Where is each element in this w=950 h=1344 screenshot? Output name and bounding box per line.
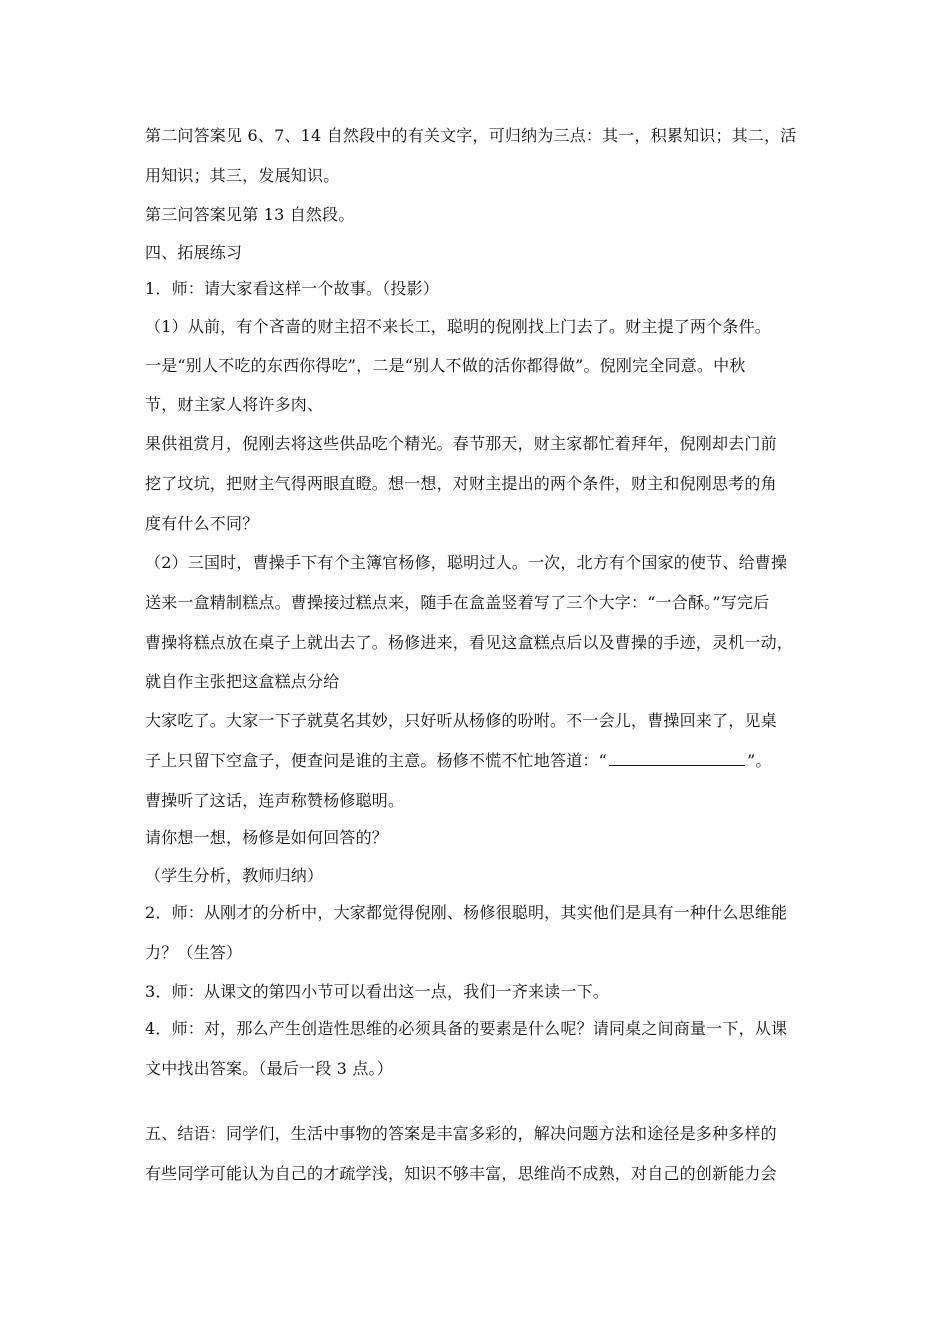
paragraph-line: 大家吃了。大家一下子就莫名其妙，只好听从杨修的吩咐。不一会儿，曹操回来了，见桌 [145, 711, 777, 730]
paragraph-line: 用知识；其三，发展知识。 [145, 166, 340, 185]
paragraph-line: 第三问答案见第 13 自然段。 [145, 205, 355, 224]
paragraph-line: 曹操将糕点放在桌子上就出去了。杨修进来，看见这盒糕点后以及曹操的手迹，灵机一动， [145, 633, 794, 652]
paragraph-line: 送来一盒精制糕点。曹操接过糕点来，随手在盒盖竖着写了三个大字：“一合酥。”写完后 [145, 593, 770, 612]
paragraph-line: 力？（生答） [145, 943, 243, 962]
paragraph-line: 挖了坟坑，把财主气得两眼直瞪。想一想，对财主提出的两个条件，财主和倪刚思考的角 [145, 474, 777, 493]
section-heading: 五、结语：同学们，生活中事物的答案是丰富多彩的，解决问题方法和途径是多种多样的 [145, 1124, 777, 1143]
paragraph-line-with-blank [145, 751, 825, 771]
paragraph-line: 1．师：请大家看这样一个故事。（投影） [145, 279, 439, 298]
answer-prompt-text: 子上只留下空盒子，便查问是谁的主意。杨修不慌不忙地答道：“ [145, 751, 607, 770]
paragraph-line: 有些同学可能认为自己的才疏学浅，知识不够丰富，思维尚不成熟，对自己的创新能力会 [145, 1164, 777, 1183]
paragraph-line: 一是“别人不吃的东西你得吃”，二是“别人不做的活你都得做”。倪刚完全同意。中秋 [145, 356, 746, 375]
paragraph-line: 3．师：从课文的第四小节可以看出这一点，我们一齐来读一下。 [145, 982, 609, 1001]
paragraph-line: 文中找出答案。（最后一段 3 点。） [145, 1059, 393, 1078]
paragraph-line: 曹操听了这话，连声称赞杨修聪明。 [145, 791, 405, 810]
paragraph-line: （1）从前，有个吝啬的财主招不来长工，聪明的倪刚找上门去了。财主提了两个条件。 [145, 317, 771, 336]
paragraph-line: 第二问答案见 6、7、14 自然段中的有关文字，可归纳为三点：其一，积累知识；其二，活 [145, 126, 797, 145]
paragraph-line: 就自作主张把这盒糕点分给 [145, 672, 340, 691]
paragraph-line: 4．师：对，那么产生创造性思维的必须具备的要素是什么呢？请同桌之间商量一下，从课 [145, 1019, 788, 1038]
paragraph-line: 节，财主家人将许多肉、 [145, 395, 324, 414]
answer-blank-suffix: ”。 [746, 751, 772, 770]
answer-blank [609, 751, 745, 766]
paragraph-line: （2）三国时，曹操手下有个主簿官杨修，聪明过人。一次，北方有个国家的使节、给曹操 [145, 553, 788, 572]
paragraph-line: 度有什么不同？ [145, 514, 259, 533]
paragraph-line: 请你想一想，杨修是如何回答的？ [145, 828, 389, 847]
paragraph-line: 果供祖赏月，倪刚去将这些供品吃个精光。春节那天，财主家都忙着拜年，倪刚却去门前 [145, 434, 777, 453]
section-heading: 四、拓展练习 [145, 243, 243, 262]
paragraph-line: 2．师：从刚才的分析中，大家都觉得倪刚、杨修很聪明，其实他们是具有一种什么思维能 [145, 903, 788, 922]
paragraph-line: （学生分析，教师归纳） [145, 866, 324, 885]
